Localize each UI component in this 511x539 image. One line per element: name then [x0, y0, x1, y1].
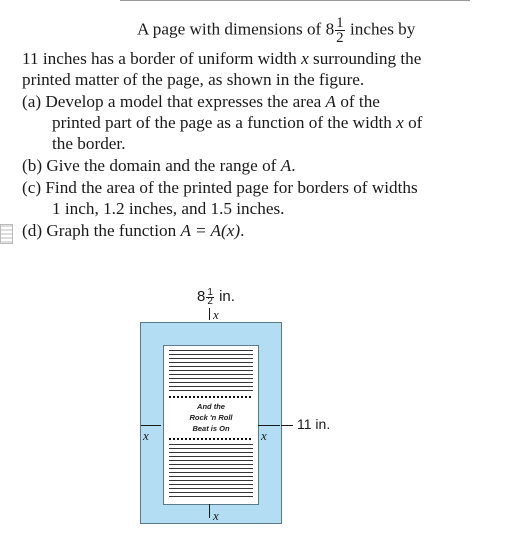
- height-dimension-label: 11 in.: [297, 416, 331, 432]
- printed-area: [163, 345, 259, 505]
- problem-line-3: printed matter of the page, as shown in the figure.: [22, 70, 365, 89]
- part-a-line-2: printed part of the page as a function of the width x of: [52, 113, 423, 132]
- top-border-arrow: [209, 308, 210, 320]
- right-x-label: x: [261, 428, 267, 443]
- problem-line-1: A page with dimensions of 8 $\frac{1}{2}$ inches by: [137, 15, 416, 46]
- part-b: (b) Give the domain and the range of A.: [22, 156, 296, 175]
- page-outer-border: [140, 322, 282, 524]
- height-dimension-arrow: [281, 425, 293, 426]
- top-rule: [120, 0, 470, 1]
- dotted-separator-1: [169, 396, 253, 398]
- part-a: (a) Develop a model that expresses the area A of the: [22, 92, 380, 111]
- bottom-border-arrow: [209, 504, 210, 518]
- margin-note-icon: [0, 224, 13, 244]
- dotted-separator-2: [169, 438, 253, 440]
- part-a-line-3: the border.: [52, 134, 126, 153]
- top-x-label: x: [213, 307, 219, 322]
- printed-text-block-1: [169, 350, 253, 392]
- part-d: (d) Graph the function A = A(x).: [22, 221, 245, 240]
- bottom-x-label: x: [213, 508, 219, 523]
- left-border-arrow: [141, 425, 161, 426]
- fraction-one-half: $\frac{1}{2}$: [336, 15, 344, 46]
- part-c: (c) Find the area of the printed page for borders of widths: [22, 178, 418, 197]
- right-border-arrow: [258, 425, 280, 426]
- headline-line-1: And the: [197, 402, 225, 411]
- part-c-line-2: 1 inch, 1.2 inches, and 1.5 inches.: [52, 199, 285, 218]
- headline-line-3: Beat is On: [192, 424, 230, 433]
- printed-text-block-2: [169, 444, 253, 500]
- left-x-label: x: [143, 428, 149, 443]
- problem-line-2: 11 inches has a border of uniform width x surrounding the: [22, 49, 422, 68]
- width-dimension-label: 8 $\frac{1}{2}$ in.: [197, 286, 235, 307]
- headline-line-2: Rock 'n Roll: [189, 413, 233, 422]
- page-border-figure: [140, 284, 380, 539]
